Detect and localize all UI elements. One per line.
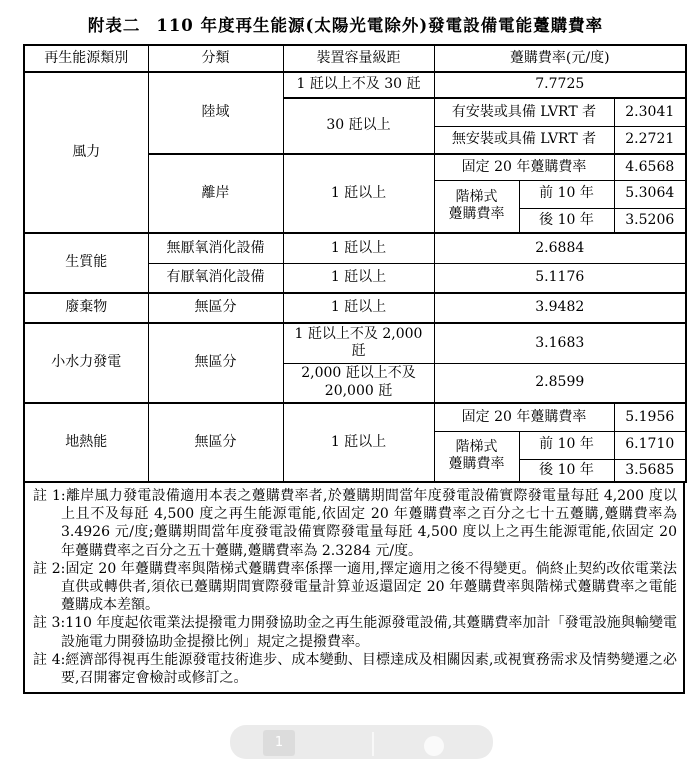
cell-geo-first10-label: 前 10 年 <box>519 431 614 459</box>
cell-geo-last10-label: 後 10 年 <box>519 459 614 482</box>
cell-biomass-nodigestion-range: 1 瓩以上 <box>283 233 434 263</box>
toolbar-divider <box>372 732 374 756</box>
cell-wind-category: 風力 <box>24 72 148 233</box>
cell-hydro-tier2-range: 2,000 瓩以上不及 20,000 瓩 <box>283 363 434 403</box>
cell-hydro-tier1-range: 1 瓩以上不及 2,000 瓩 <box>283 323 434 363</box>
note-2 <box>29 560 677 615</box>
zoom-button[interactable] <box>424 736 444 756</box>
cell-wind-onshore-tier1-rate: 7.7725 <box>434 72 686 98</box>
cell-wind-offshore-fixed-rate: 4.6568 <box>614 154 686 180</box>
title-main: 110 年度再生能源(太陽光電除外)發電設備電能躉購費率 <box>156 16 604 35</box>
cell-wind-offshore-first10-rate: 5.3064 <box>614 180 686 208</box>
note-1-text: 離岸風力發電設備適用本表之躉購費率者,於躉購期間當年度發電設備實際發電量每瓩 4,200 度以上且不及每瓩 4,500 度之再生能源電能,依固定 20 年躉購費率之百分之七十五躉購,躉購費率為 3.4926 元/度;躉購期間當年度發電設備實際發電量每瓩 4,500 度以上之再生能源電能,依固定 20 年躉購費率之百分之五十躉購,躉購費率為 2.3284 元/度。 <box>61 488 678 559</box>
cell-geo-tiered-label: 階梯式 躉購費率 <box>434 431 519 482</box>
cell-wind-onshore-tier1-range: 1 瓩以上不及 30 瓩 <box>283 72 434 98</box>
notes-section <box>23 483 685 694</box>
cell-hydro-classification: 無區分 <box>148 323 283 403</box>
note-2-text: 固定 20 年躉購費率與階梯式躉購費率係擇一適用,擇定適用之後不得變更。倘終止契約改依電業法直供或轉供者,須依已躉購期間實際發電量計算並返還固定 20 年躉購費率與階梯式躉購費率之電能躉購成本差額。 <box>61 560 677 614</box>
cell-biomass-nodigestion-rate: 2.6884 <box>434 233 686 263</box>
table-header-row <box>24 45 686 72</box>
cell-wind-lvrt-without-rate: 2.2721 <box>614 126 686 154</box>
cell-wind-offshore-tiered-label: 階梯式 躉購費率 <box>434 180 519 233</box>
tariff-table <box>23 44 687 483</box>
note-3-prefix: 註 3: <box>33 615 66 632</box>
table-row <box>24 293 686 323</box>
note-4-text: 經濟部得視再生能源發電技術進步、成本變動、目標達成及相關因素,或視實務需求及情勢變遷之必要,召開審定會檢討或修訂之。 <box>61 651 677 687</box>
note-3-text: 110 年度起依電業法提撥電力開發協助金之再生能源發電設備,其躉購費率加計「發電設施與輸變電設施電力開發協助金提撥比例」規定之提撥費率。 <box>61 615 677 650</box>
cell-waste-category: 廢棄物 <box>24 293 148 323</box>
cell-geo-last10-rate: 3.5685 <box>614 459 686 482</box>
cell-geo-category: 地熱能 <box>24 403 148 482</box>
cell-hydro-tier1-rate: 3.1683 <box>434 323 686 363</box>
cell-biomass-digestion-rate: 5.1176 <box>434 263 686 293</box>
cell-wind-onshore-tier2-range: 30 瓩以上 <box>283 98 434 154</box>
cell-wind-onshore-label: 陸域 <box>148 72 283 154</box>
cell-wind-offshore-last10-rate: 3.5206 <box>614 208 686 233</box>
page-title <box>0 12 691 36</box>
cell-biomass-category: 生質能 <box>24 233 148 293</box>
cell-waste-rate: 3.9482 <box>434 293 686 323</box>
cell-geo-first10-rate: 6.1710 <box>614 431 686 459</box>
cell-wind-lvrt-without-label: 無安裝或具備 LVRT 者 <box>434 126 614 154</box>
page-number-box[interactable]: 1 <box>263 730 295 756</box>
cell-geo-fixed-rate: 5.1956 <box>614 403 686 431</box>
table-row <box>24 233 686 263</box>
note-2-prefix: 註 2: <box>33 560 66 577</box>
cell-geo-classification: 無區分 <box>148 403 283 482</box>
cell-biomass-digestion-label: 有厭氧消化設備 <box>148 263 283 293</box>
cell-wind-lvrt-with-label: 有安裝或具備 LVRT 者 <box>434 98 614 126</box>
cell-wind-offshore-fixed-label: 固定 20 年躉購費率 <box>434 154 614 180</box>
note-4-prefix: 註 4: <box>33 651 66 668</box>
note-1 <box>29 487 677 560</box>
cell-waste-classification: 無區分 <box>148 293 283 323</box>
cell-hydro-category: 小水力發電 <box>24 323 148 403</box>
cell-biomass-digestion-range: 1 瓩以上 <box>283 263 434 293</box>
table-row <box>24 72 686 98</box>
cell-geo-range: 1 瓩以上 <box>283 403 434 482</box>
cell-biomass-nodigestion-label: 無厭氧消化設備 <box>148 233 283 263</box>
note-1-prefix: 註 1: <box>33 488 66 504</box>
header-capacity: 裝置容量級距 <box>283 45 434 72</box>
header-category: 再生能源類別 <box>24 45 148 72</box>
cell-geo-fixed-label: 固定 20 年躉購費率 <box>434 403 614 431</box>
cell-waste-range: 1 瓩以上 <box>283 293 434 323</box>
document-body <box>23 44 685 694</box>
pdf-viewer-toolbar <box>230 725 493 759</box>
table-row <box>24 403 686 431</box>
table-row <box>24 323 686 363</box>
header-classification: 分類 <box>148 45 283 72</box>
cell-hydro-tier2-rate: 2.8599 <box>434 363 686 403</box>
cell-wind-offshore-label: 離岸 <box>148 154 283 233</box>
note-4 <box>29 651 677 687</box>
cell-wind-offshore-first10-label: 前 10 年 <box>519 180 614 208</box>
title-prefix: 附表二 <box>87 16 141 35</box>
cell-wind-offshore-last10-label: 後 10 年 <box>519 208 614 233</box>
cell-wind-lvrt-with-rate: 2.3041 <box>614 98 686 126</box>
header-rate: 躉購費率(元/度) <box>434 45 686 72</box>
note-3 <box>29 614 677 650</box>
cell-wind-offshore-range: 1 瓩以上 <box>283 154 434 233</box>
